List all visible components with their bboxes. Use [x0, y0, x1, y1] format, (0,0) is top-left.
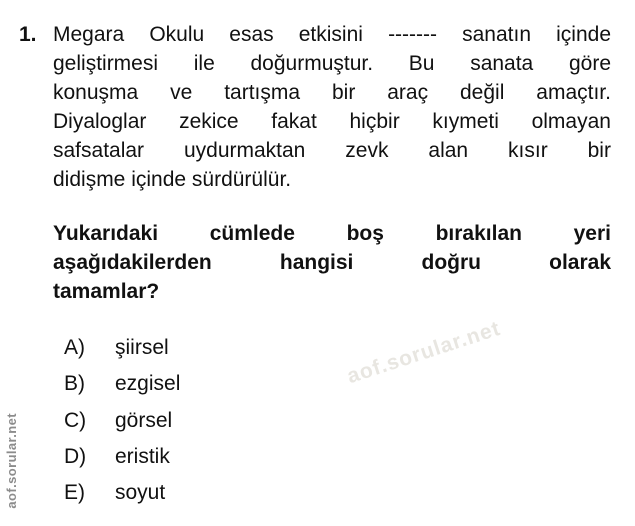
word: aşağıdakilerden	[53, 251, 212, 274]
option-text: eristik	[115, 445, 170, 469]
word: Okulu	[149, 23, 205, 46]
word: konuşma	[53, 81, 139, 104]
word: doğru	[421, 251, 481, 274]
text-line: didişme içinde sürdürülür.	[53, 168, 292, 191]
word: cümlede	[209, 222, 295, 245]
word: göre	[568, 52, 611, 75]
word: bir	[331, 81, 356, 104]
text-line	[53, 78, 611, 107]
text-line	[53, 136, 611, 165]
word: olmayan	[531, 110, 611, 133]
text-line	[53, 107, 611, 136]
text-line: tamamlar?	[53, 280, 160, 303]
word: hiçbir	[349, 110, 400, 133]
text-line	[53, 49, 611, 78]
watermark-diagonal-text: aof.sorular.net	[344, 316, 504, 389]
word: hangisi	[279, 251, 354, 274]
word: geliştirmesi	[53, 52, 159, 75]
option-letter: A)	[64, 336, 85, 360]
text-line	[53, 248, 611, 277]
option-letter: C)	[64, 408, 87, 432]
word: esas	[229, 23, 274, 46]
option-row	[64, 366, 180, 402]
word: doğurmuştur.	[250, 52, 374, 75]
word: sanatın	[462, 23, 532, 46]
word: içinde	[556, 23, 611, 46]
word: kısır	[508, 139, 548, 162]
options-list	[64, 330, 180, 511]
word: bir	[587, 139, 611, 162]
word: Diyaloglar	[53, 110, 147, 133]
word: zevk	[345, 139, 389, 162]
word: boş	[346, 222, 384, 245]
word: ve	[170, 81, 193, 104]
word: -------	[388, 23, 438, 46]
word: fakat	[271, 110, 317, 133]
word: ile	[193, 52, 215, 75]
option-text: soyut	[115, 481, 166, 505]
word: bırakılan	[435, 222, 522, 245]
word: Yukarıdaki	[53, 222, 159, 245]
text-line	[53, 20, 611, 49]
option-row	[64, 439, 180, 475]
word: etkisini	[298, 23, 363, 46]
word: yeri	[573, 222, 611, 245]
word: zekice	[179, 110, 239, 133]
word: değil	[460, 81, 505, 104]
word: safsatalar	[53, 139, 145, 162]
question-stem	[53, 219, 611, 306]
word: Megara	[53, 23, 125, 46]
word: araç	[387, 81, 429, 104]
text-line	[53, 219, 611, 248]
watermark-left-vertical: aof.sorular.net	[4, 413, 19, 509]
word: tartışma	[224, 81, 301, 104]
option-text: şiirsel	[115, 336, 169, 360]
option-text: ezgisel	[115, 372, 181, 396]
word: sanata	[470, 52, 534, 75]
option-row	[64, 403, 180, 439]
option-text: görsel	[115, 408, 173, 432]
option-letter: D)	[64, 445, 87, 469]
question-number: 1.	[19, 23, 37, 46]
question-passage	[53, 20, 611, 194]
word: amaçtır.	[536, 81, 611, 104]
option-letter: B)	[64, 372, 85, 396]
word: alan	[428, 139, 469, 162]
word: kıymeti	[432, 110, 499, 133]
word: uydurmaktan	[183, 139, 306, 162]
option-row	[64, 475, 180, 511]
word: Bu	[408, 52, 435, 75]
option-letter: E)	[64, 481, 85, 505]
word: olarak	[549, 251, 611, 274]
option-row	[64, 330, 180, 366]
